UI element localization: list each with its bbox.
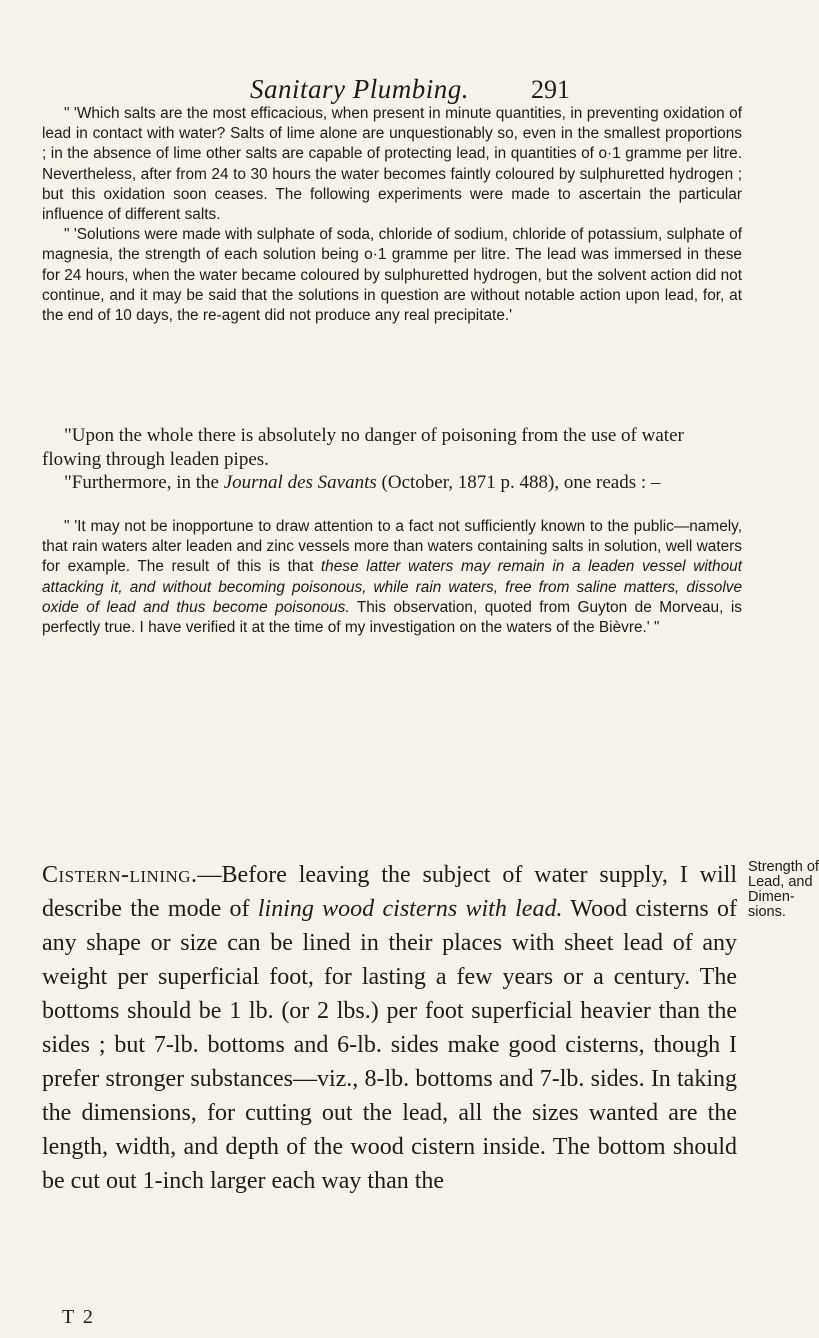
- margin-note: Strength of Lead, and Dimen- sions.: [748, 859, 819, 920]
- quote-italic-emphasis: these latter waters may remain in a leaden vessel without attacking it, and without becoming poisonous, while rain waters, free from saline matters, dissolve oxide of lead and thus become poisonous.: [42, 558, 742, 616]
- quote-paragraph-rain-waters: " 'It may not be inopportune to draw attention to a fact not sufficiently known to the public—namely, that rain waters alter leaden and zinc vessels more than waters containing salts in solution, well waters for example. The result of this is that these latter waters may remain in a leaden vessel without attacking it, and without becoming poisonous, while rain waters, free from saline matters, dissolve oxide of lead and thus become poisonous. This observation, quoted from Guyton de Morveau, is perfectly true. I have verified it at the time of my investigation on the waters of the Bièvre.' ": [42, 518, 742, 637]
- page-number: 291: [531, 75, 570, 104]
- section-heading: Cistern-lining.: [42, 862, 198, 888]
- quote-paragraph-salts: " 'Which salts are the most efficacious, when present in minute quantities, in preventing oxidation of lead in contact with water? Salts of lime alone are unquestionably so, even in the smallest proportions ; in the absence of lime other salts are capable of protecting lead, in quantities of o·1 gramme per litre. Nevertheless, after from 24 to 30 hours the water becomes faintly coloured by sulphuretted hydrogen ; but this oxidation soon ceases. The following experiments were made to ascertain the particular influence of different salts.: [42, 105, 742, 224]
- quoted-passage-part-1: [42, 104, 742, 326]
- running-title: Sanitary Plumbing.: [250, 74, 469, 104]
- section-italic-phrase: lining wood cisterns with lead.: [257, 896, 563, 922]
- quoted-passage-part-2: [42, 424, 742, 495]
- signature-mark: T 2: [62, 1306, 95, 1328]
- quote-paragraph-journal: "Furthermore, in the Journal des Savants (October, 1871 p. 488), one reads : –: [64, 472, 661, 493]
- quoted-passage-part-3: [42, 517, 742, 638]
- page-header: [250, 74, 570, 105]
- journal-title: Journal des Savants: [223, 472, 377, 493]
- quote-paragraph-no-danger: "Upon the whole there is absolutely no danger of poisoning from the use of water flowing through leaden pipes.: [42, 425, 684, 470]
- quote-paragraph-solutions: " 'Solutions were made with sulphate of soda, chloride of sodium, chloride of potassium, sulphate of magnesia, the strength of each solution being o·1 gramme per litre. The lead was immersed in these for 24 hours, when the water became coloured by sulphuretted hydrogen, but the solvent action did not continue, and it may be said that the solutions in question are without notable action upon lead, for, at the end of 10 days, the re-agent did not produce any real precipitate.': [42, 226, 742, 325]
- main-text: [42, 858, 737, 1198]
- cistern-lining-paragraph: Cistern-lining.—Before leaving the subject of water supply, I will describe the mode of lining wood cisterns with lead. Wood cisterns of any shape or size can be lined in their places with sheet lead of any weight per superficial foot, for lasting a few years or a century. The bottoms should be 1 lb. (or 2 lbs.) per foot superficial heavier than the sides ; but 7-lb. bottoms and 6-lb. sides make good cisterns, though I prefer stronger substances—viz., 8-lb. bottoms and 7-lb. sides. In taking the dimensions, for cutting out the lead, all the sizes wanted are the length, width, and depth of the wood cistern inside. The bottom should be cut out 1-inch larger each way than the: [42, 862, 737, 1194]
